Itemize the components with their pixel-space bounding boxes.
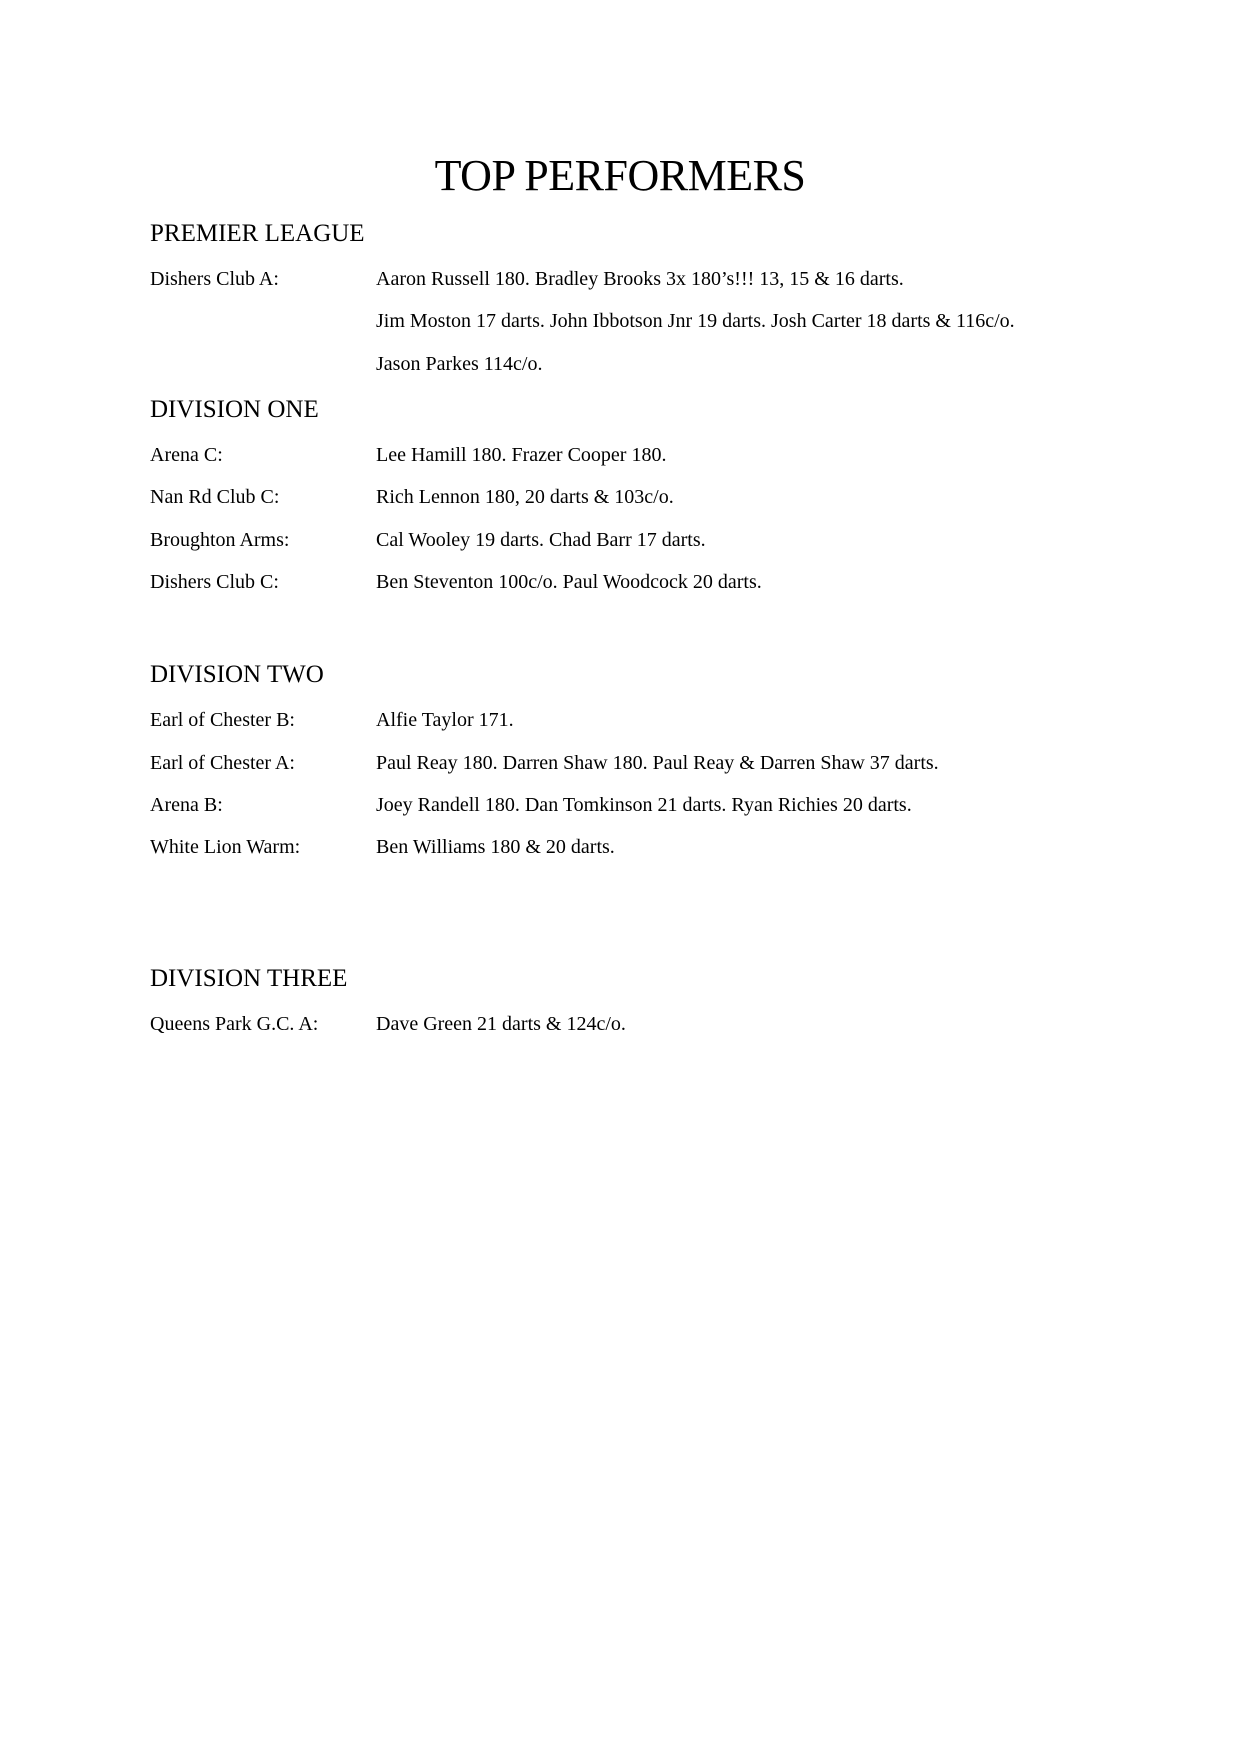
team-name: Earl of Chester A:	[150, 752, 295, 774]
performance-text: Paul Reay 180. Darren Shaw 180. Paul Reay & Darren Shaw 37 darts.	[376, 752, 939, 774]
team-name: Broughton Arms:	[150, 529, 290, 551]
performance-text: Alfie Taylor 171.	[376, 709, 514, 731]
performance-text: Lee Hamill 180. Frazer Cooper 180.	[376, 444, 667, 466]
performance-text: Aaron Russell 180. Bradley Brooks 3x 180’s!!! 13, 15 & 16 darts.	[376, 268, 904, 290]
performer-row	[150, 567, 1150, 597]
team-name: Dishers Club A:	[150, 268, 279, 290]
team-name: Queens Park G.C. A:	[150, 1013, 319, 1035]
team-name: Dishers Club C:	[150, 571, 279, 593]
performer-row	[150, 790, 1150, 820]
performance-text: Ben Steventon 100c/o. Paul Woodcock 20 darts.	[376, 571, 762, 593]
performer-row	[150, 440, 1150, 470]
performer-row	[150, 1009, 1150, 1039]
team-name: Nan Rd Club C:	[150, 486, 280, 508]
performer-row	[150, 705, 1150, 735]
performer-row	[150, 525, 1150, 555]
performer-row	[150, 482, 1150, 512]
performance-text: Cal Wooley 19 darts. Chad Barr 17 darts.	[376, 529, 706, 551]
performer-row	[150, 832, 1150, 862]
performer-row	[150, 306, 1150, 336]
team-name: Arena C:	[150, 444, 223, 466]
performer-row	[150, 264, 1150, 294]
performance-text: Ben Williams 180 & 20 darts.	[376, 836, 615, 858]
team-name: Arena B:	[150, 794, 223, 816]
section-heading-division-one: DIVISION ONE	[150, 396, 319, 423]
performance-text: Dave Green 21 darts & 124c/o.	[376, 1013, 626, 1035]
section-heading-premier-league: PREMIER LEAGUE	[150, 220, 365, 247]
performance-text: Joey Randell 180. Dan Tomkinson 21 darts. Ryan Richies 20 darts.	[376, 794, 912, 816]
section-heading-division-three: DIVISION THREE	[150, 965, 348, 992]
section-heading-division-two: DIVISION TWO	[150, 661, 324, 688]
performance-text: Jason Parkes 114c/o.	[376, 353, 543, 375]
performance-text: Rich Lennon 180, 20 darts & 103c/o.	[376, 486, 674, 508]
performer-row	[150, 349, 1150, 379]
performance-text: Jim Moston 17 darts. John Ibbotson Jnr 19 darts. Josh Carter 18 darts & 116c/o.	[376, 310, 1015, 332]
performer-row	[150, 748, 1150, 778]
team-name: Earl of Chester B:	[150, 709, 295, 731]
team-name: White Lion Warm:	[150, 836, 301, 858]
page-title: TOP PERFORMERS	[434, 151, 806, 200]
